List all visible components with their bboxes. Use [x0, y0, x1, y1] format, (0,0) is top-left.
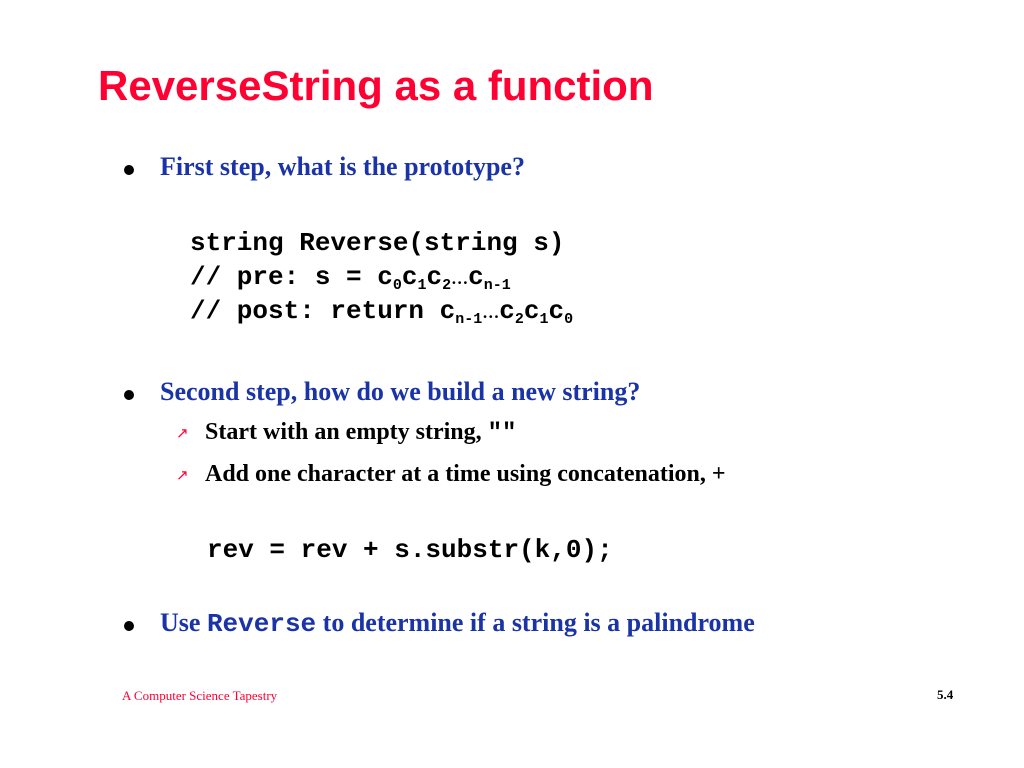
code-char: c [468, 262, 484, 292]
code-char: c [377, 262, 393, 292]
sub-bullet-label: Start with an empty string, [205, 419, 488, 445]
code-sub: n-1 [455, 311, 483, 328]
code-postcondition-line [190, 296, 573, 328]
code-prototype-line: string Reverse(string s) [190, 228, 565, 258]
bullet-dot-3 [124, 621, 134, 631]
arrow-up-right-icon: ↗ [176, 466, 189, 484]
reverse-code-inline: Reverse [206, 609, 317, 639]
bullet-dot-2 [124, 390, 134, 400]
code-precondition-line [190, 262, 511, 294]
code-char: c [548, 296, 565, 326]
code-char: c [499, 296, 515, 326]
footer-book-title: A Computer Science Tapestry [122, 688, 278, 703]
code-char: c [401, 262, 418, 292]
bullet-text-2: Second step, how do we build a new string? [160, 377, 641, 406]
code-ellipsis: … [482, 303, 500, 322]
slide-title: ReverseString as a function [98, 62, 654, 109]
code-sub: 1 [539, 311, 549, 328]
code-sub: 0 [564, 311, 574, 328]
code-sub: 2 [514, 311, 524, 328]
code-sub: 1 [417, 277, 427, 294]
code-ellipsis: … [451, 269, 469, 288]
bullet-dot-1 [124, 165, 134, 175]
code-char: c [426, 262, 443, 292]
sub-bullet-text-2: Add one character at a time using concatenation, + [205, 461, 726, 487]
bullet-3-text-before: Use [160, 608, 207, 637]
code-sub: n-1 [483, 277, 511, 294]
code-concatenation-line: rev = rev + s.substr(k,0); [207, 535, 613, 565]
code-post-prefix: // post: return [190, 296, 440, 326]
code-sub: 2 [442, 277, 452, 294]
empty-string-literal: "" [487, 420, 517, 447]
code-pre-prefix: // pre: s = [190, 262, 378, 292]
bullet-text-1: First step, what is the prototype? [160, 152, 525, 181]
sub-bullet-text-1 [205, 419, 516, 447]
bullet-3-text-after: to determine if a string is a palindrome [316, 608, 755, 637]
arrow-up-right-icon: ↗ [176, 424, 189, 442]
bullet-text-3 [160, 608, 755, 639]
code-char: c [523, 296, 540, 326]
code-char: c [439, 296, 456, 326]
slide-number: 5.4 [937, 687, 954, 702]
code-sub: 0 [392, 277, 402, 294]
